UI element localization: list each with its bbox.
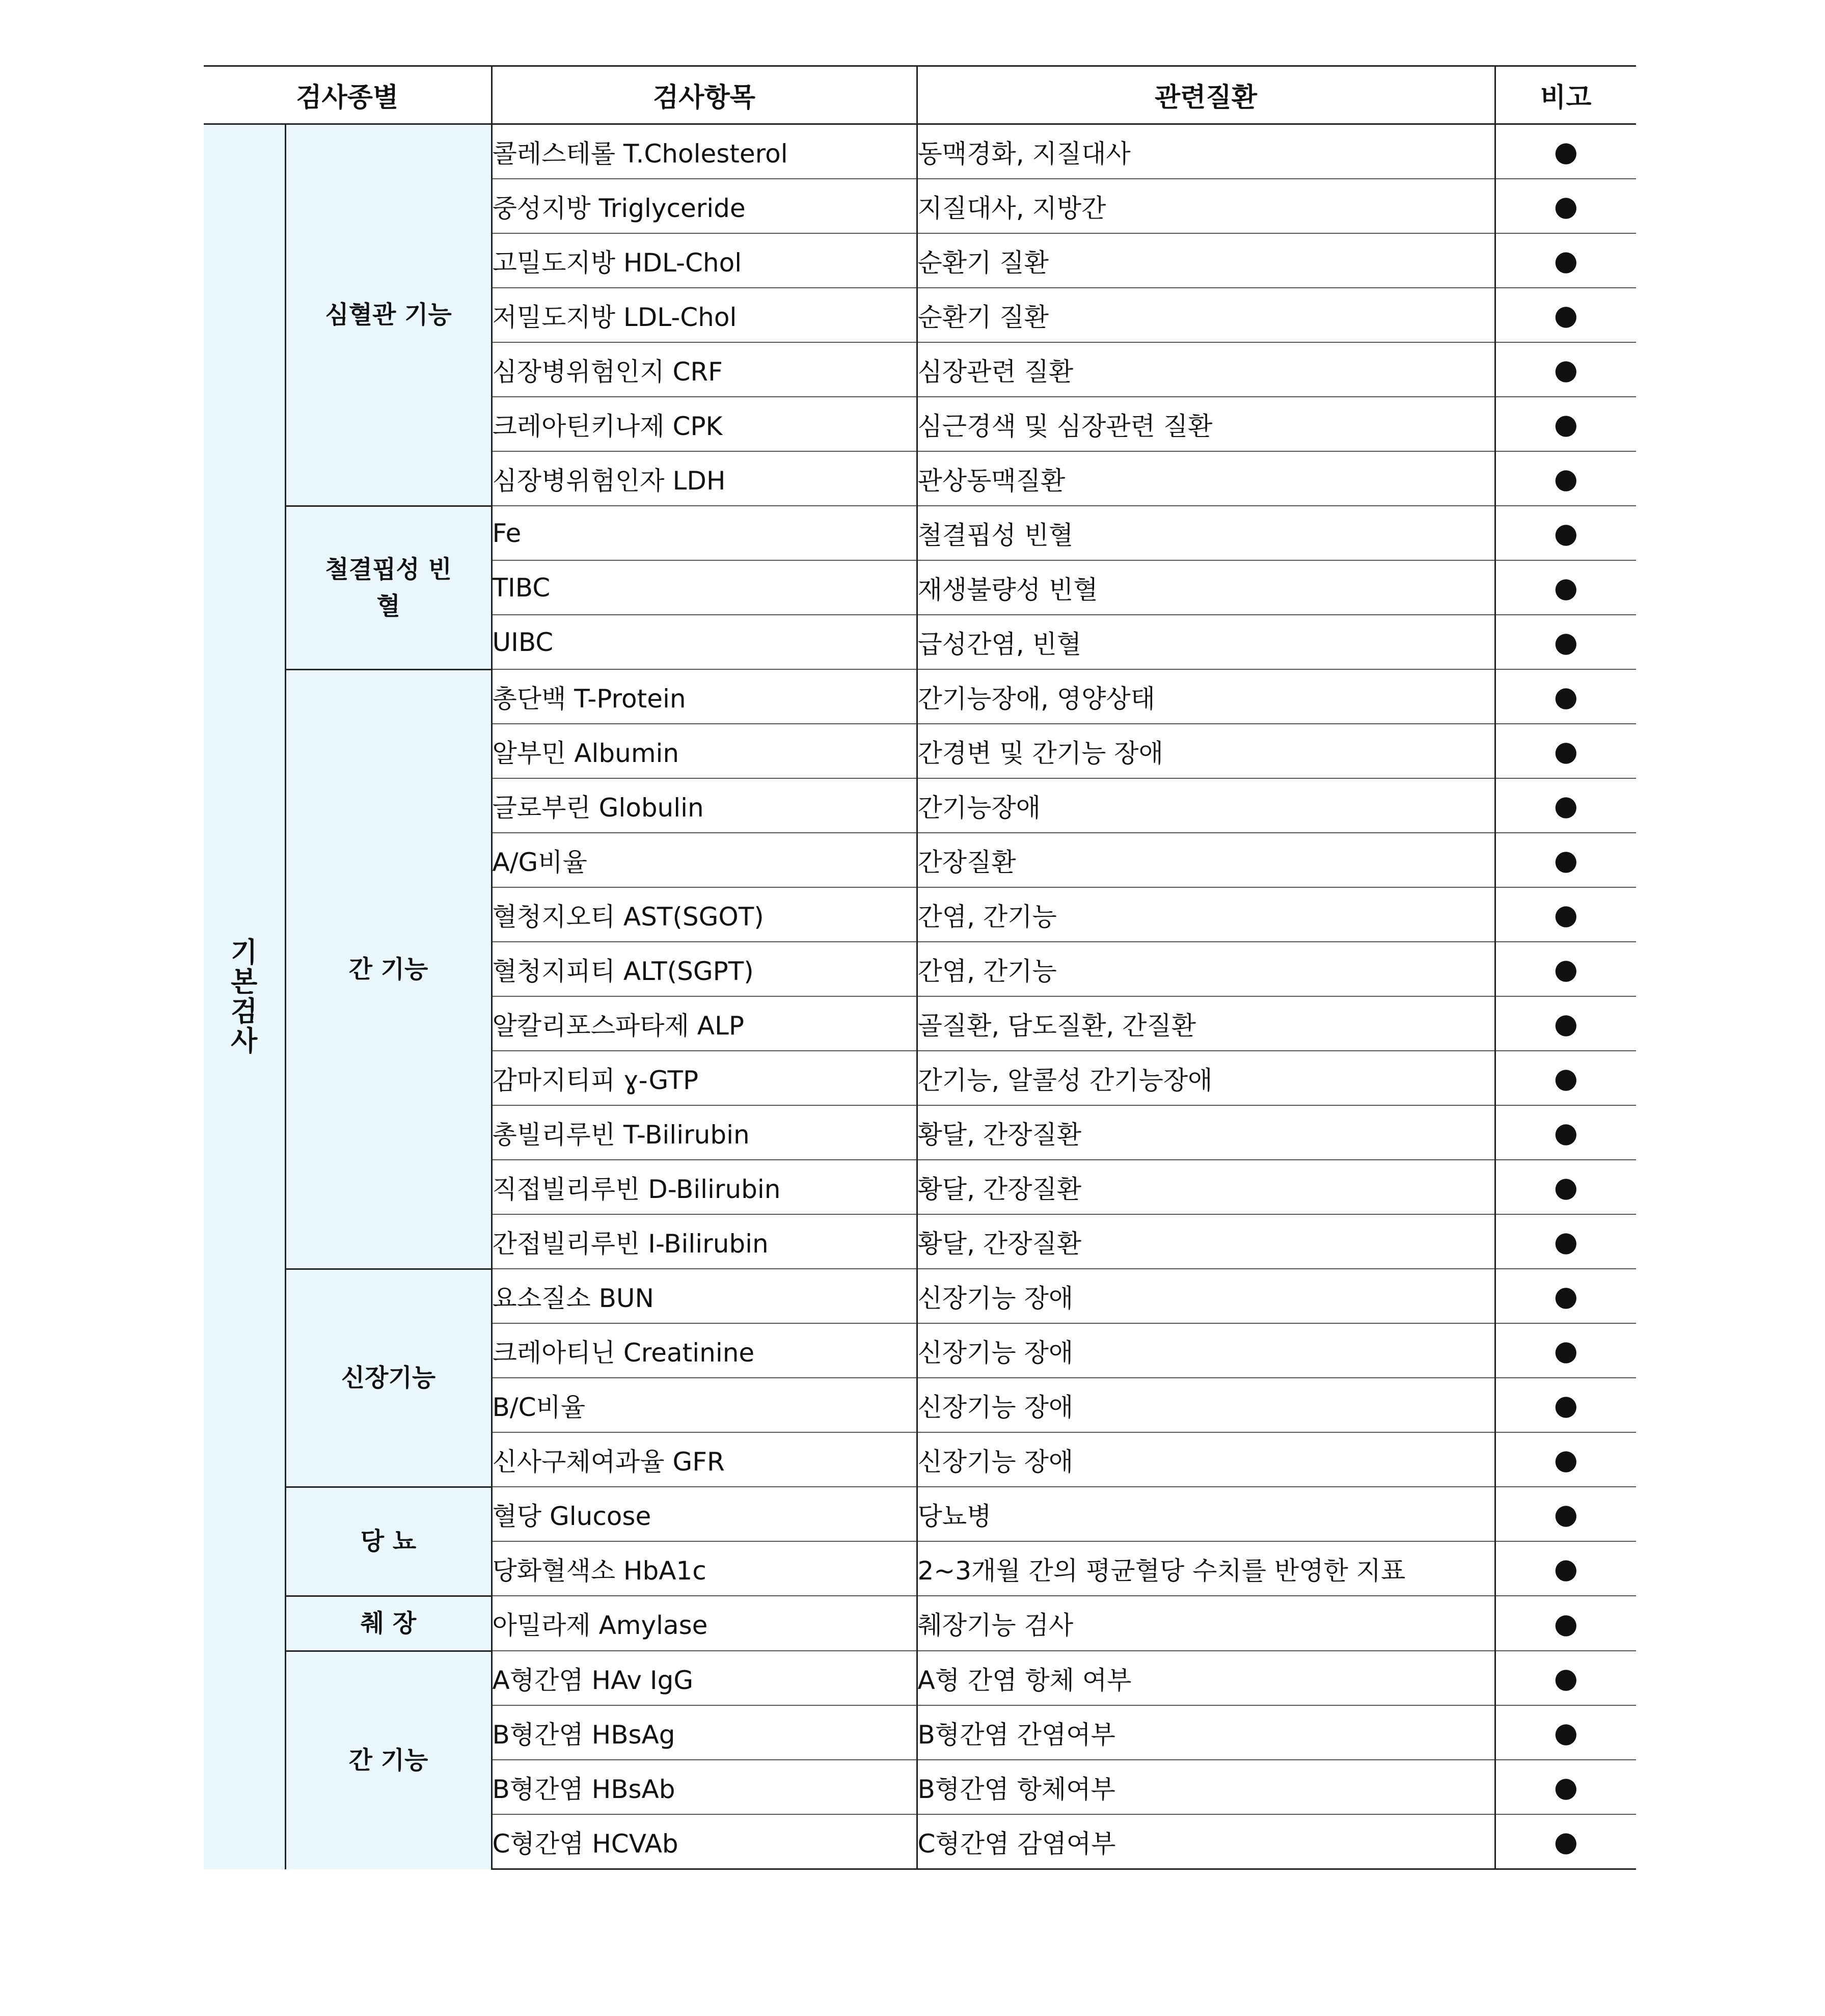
item-cell: TIBC — [492, 560, 917, 615]
note-mark: ● — [1495, 1160, 1636, 1214]
item-cell: 총단백 T-Protein — [492, 669, 917, 724]
item-cell: 알칼리포스파타제 ALP — [492, 996, 917, 1051]
note-mark: ● — [1495, 724, 1636, 778]
note-mark: ● — [1495, 1214, 1636, 1269]
item-cell: 아밀라제 Amylase — [492, 1596, 917, 1651]
group-cell — [285, 1596, 492, 1651]
item-cell: C형간염 HCVAb — [492, 1814, 917, 1869]
disease-cell: 심근경색 및 심장관련 질환 — [917, 397, 1495, 451]
category-cell — [204, 124, 285, 1869]
note-mark: ● — [1495, 778, 1636, 833]
note-mark: ● — [1495, 1541, 1636, 1596]
disease-cell: 간기능장애 — [917, 778, 1495, 833]
group-cell — [285, 124, 492, 506]
item-cell: UIBC — [492, 615, 917, 669]
note-mark: ● — [1495, 1051, 1636, 1105]
disease-cell: 관상동맥질환 — [917, 451, 1495, 506]
group-cell — [285, 1487, 492, 1596]
group-label: 신장기능 — [341, 1364, 436, 1392]
item-cell: 콜레스테롤 T.Cholesterol — [492, 124, 917, 179]
item-cell: 중성지방 Triglyceride — [492, 179, 917, 233]
item-cell: B형간염 HBsAg — [492, 1705, 917, 1760]
disease-cell: 심장관련 질환 — [917, 342, 1495, 397]
disease-cell: 2~3개월 간의 평균혈당 수치를 반영한 지표 — [917, 1541, 1495, 1596]
table-row — [204, 669, 1636, 724]
table-row — [204, 506, 1636, 560]
header-type: 검사종별 — [204, 66, 492, 124]
note-mark: ● — [1495, 1105, 1636, 1160]
category-label: 기본검사 — [231, 936, 258, 1057]
exam-table — [204, 65, 1636, 1870]
item-cell: 당화혈색소 HbA1c — [492, 1541, 917, 1596]
note-mark: ● — [1495, 288, 1636, 342]
item-cell: 감마지티피 ɣ-GTP — [492, 1051, 917, 1105]
note-mark: ● — [1495, 942, 1636, 996]
note-mark: ● — [1495, 179, 1636, 233]
header-row — [204, 66, 1636, 124]
note-mark: ● — [1495, 615, 1636, 669]
disease-cell: 철결핍성 빈혈 — [917, 506, 1495, 560]
disease-cell: 췌장기능 검사 — [917, 1596, 1495, 1651]
disease-cell: 황달, 간장질환 — [917, 1160, 1495, 1214]
group-label: 심혈관 기능 — [325, 301, 452, 330]
item-cell: A/G비율 — [492, 833, 917, 887]
note-mark: ● — [1495, 1596, 1636, 1651]
note-mark: ● — [1495, 451, 1636, 506]
table-body — [204, 124, 1636, 1869]
table-row — [204, 1269, 1636, 1323]
item-cell: 요소질소 BUN — [492, 1269, 917, 1323]
group-label: 췌 장 — [360, 1609, 417, 1638]
disease-cell: A형 간염 항체 여부 — [917, 1651, 1495, 1705]
note-mark: ● — [1495, 560, 1636, 615]
disease-cell: 신장기능 장애 — [917, 1432, 1495, 1487]
header-note: 비고 — [1495, 66, 1636, 124]
note-mark: ● — [1495, 397, 1636, 451]
note-mark: ● — [1495, 996, 1636, 1051]
disease-cell: 황달, 간장질환 — [917, 1214, 1495, 1269]
disease-cell: 황달, 간장질환 — [917, 1105, 1495, 1160]
disease-cell: 간염, 간기능 — [917, 942, 1495, 996]
group-label: 간 기능 — [348, 955, 428, 984]
note-mark: ● — [1495, 1705, 1636, 1760]
disease-cell: 간염, 간기능 — [917, 887, 1495, 942]
item-cell: Fe — [492, 506, 917, 560]
item-cell: 크레아틴키나제 CPK — [492, 397, 917, 451]
disease-cell: 순환기 질환 — [917, 288, 1495, 342]
item-cell: 크레아티닌 Creatinine — [492, 1323, 917, 1378]
note-mark: ● — [1495, 669, 1636, 724]
header-item: 검사항목 — [492, 66, 917, 124]
note-mark: ● — [1495, 1269, 1636, 1323]
disease-cell: 신장기능 장애 — [917, 1323, 1495, 1378]
disease-cell: 간기능장애, 영양상태 — [917, 669, 1495, 724]
disease-cell: 당뇨병 — [917, 1487, 1495, 1541]
table-row — [204, 1596, 1636, 1651]
item-cell: 글로부린 Globulin — [492, 778, 917, 833]
item-cell: 고밀도지방 HDL-Chol — [492, 233, 917, 288]
note-mark: ● — [1495, 124, 1636, 179]
item-cell: 간접빌리루빈 I-Bilirubin — [492, 1214, 917, 1269]
table-row — [204, 124, 1636, 179]
disease-cell: 간장질환 — [917, 833, 1495, 887]
disease-cell: 신장기능 장애 — [917, 1378, 1495, 1432]
note-mark: ● — [1495, 1814, 1636, 1869]
disease-cell: 지질대사, 지방간 — [917, 179, 1495, 233]
group-label: 간 기능 — [348, 1746, 428, 1775]
group-label: 당 뇨 — [360, 1527, 417, 1556]
item-cell: B형간염 HBsAb — [492, 1760, 917, 1814]
disease-cell: C형간염 감염여부 — [917, 1814, 1495, 1869]
note-mark: ● — [1495, 887, 1636, 942]
item-cell: 혈청지오티 AST(SGOT) — [492, 887, 917, 942]
item-cell: 알부민 Albumin — [492, 724, 917, 778]
item-cell: 심장병위험인지 CRF — [492, 342, 917, 397]
item-cell: 총빌리루빈 T-Bilirubin — [492, 1105, 917, 1160]
disease-cell: 신장기능 장애 — [917, 1269, 1495, 1323]
item-cell: 저밀도지방 LDL-Chol — [492, 288, 917, 342]
note-mark: ● — [1495, 1378, 1636, 1432]
disease-cell: B형간염 간염여부 — [917, 1705, 1495, 1760]
disease-cell: 급성간염, 빈혈 — [917, 615, 1495, 669]
group-cell — [285, 506, 492, 669]
note-mark: ● — [1495, 1323, 1636, 1378]
disease-cell: 골질환, 담도질환, 간질환 — [917, 996, 1495, 1051]
disease-cell: 간경변 및 간기능 장애 — [917, 724, 1495, 778]
group-cell — [285, 1269, 492, 1487]
note-mark: ● — [1495, 1432, 1636, 1487]
disease-cell: B형간염 항체여부 — [917, 1760, 1495, 1814]
disease-cell: 순환기 질환 — [917, 233, 1495, 288]
disease-cell: 동맥경화, 지질대사 — [917, 124, 1495, 179]
note-mark: ● — [1495, 1651, 1636, 1705]
item-cell: B/C비율 — [492, 1378, 917, 1432]
note-mark: ● — [1495, 342, 1636, 397]
group-cell — [285, 1651, 492, 1869]
group-label: 철결핍성 빈 혈 — [325, 555, 452, 620]
disease-cell: 간기능, 알콜성 간기능장애 — [917, 1051, 1495, 1105]
note-mark: ● — [1495, 506, 1636, 560]
item-cell: 직접빌리루빈 D-Bilirubin — [492, 1160, 917, 1214]
note-mark: ● — [1495, 1487, 1636, 1541]
item-cell: 심장병위험인자 LDH — [492, 451, 917, 506]
disease-cell: 재생불량성 빈혈 — [917, 560, 1495, 615]
item-cell: 신사구체여과율 GFR — [492, 1432, 917, 1487]
table-row — [204, 1487, 1636, 1541]
note-mark: ● — [1495, 1760, 1636, 1814]
item-cell: 혈청지피티 ALT(SGPT) — [492, 942, 917, 996]
note-mark: ● — [1495, 833, 1636, 887]
item-cell: 혈당 Glucose — [492, 1487, 917, 1541]
group-cell — [285, 669, 492, 1269]
item-cell: A형간염 HAv IgG — [492, 1651, 917, 1705]
table-row — [204, 1651, 1636, 1705]
header-disease: 관련질환 — [917, 66, 1495, 124]
note-mark: ● — [1495, 233, 1636, 288]
